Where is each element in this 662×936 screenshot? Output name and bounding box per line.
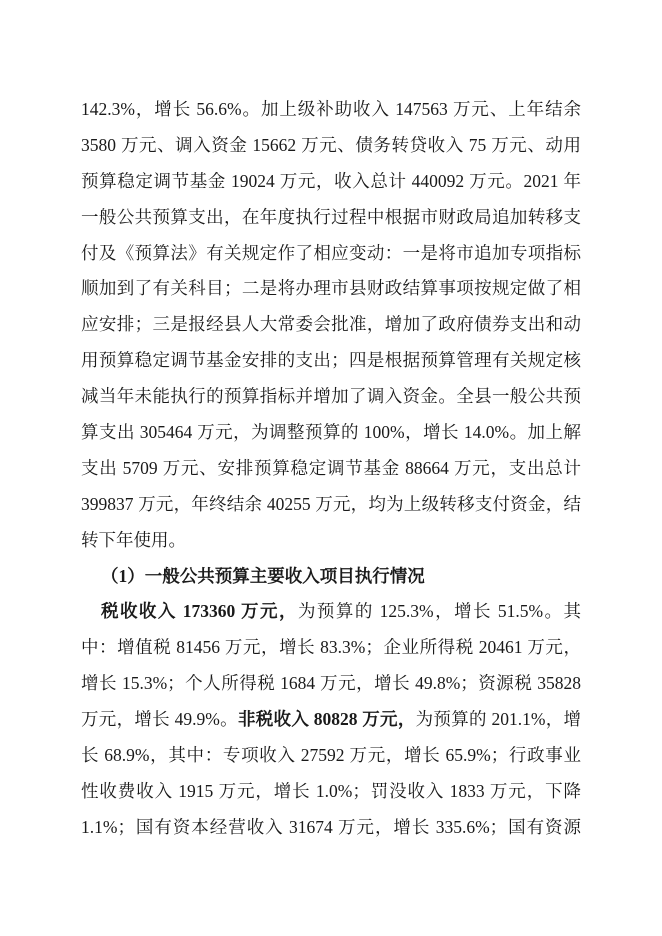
text-line: [81, 271, 581, 307]
document-text-column: [81, 92, 581, 846]
text-segment: 万元，增长 49.9%。: [81, 709, 238, 730]
text-line: [81, 200, 581, 236]
bold-text-segment: 非税收入 80828 万元，: [237, 709, 416, 730]
text-segment: 预算稳定调节基金 19024 万元，收入总计 440092 万元。2021 年: [81, 170, 581, 191]
text-segment: 增长 15.3%；个人所得税 1684 万元，增长 49.8%；资源税 35828: [81, 673, 581, 694]
text-segment: 性收费收入 1915 万元，增长 1.0%；罚没收入 1833 万元，下降: [81, 780, 581, 801]
text-segment: 3580 万元、调入资金 15662 万元、债务转贷收入 75 万元、动用: [81, 134, 581, 155]
text-segment: 支出 5709 万元、安排预算稳定调节基金 88664 万元，支出总计: [81, 457, 581, 478]
text-segment: 为预算的 201.1%，增: [415, 709, 581, 730]
text-segment: 转下年使用。: [81, 529, 186, 550]
text-segment: 应安排；三是报经县人大常委会批准，增加了政府债券支出和动: [81, 314, 581, 335]
text-segment: 顺加到了有关科目；二是将办理市县财政结算事项按规定做了相: [81, 278, 581, 299]
text-line: [81, 164, 581, 200]
text-line: [81, 738, 581, 774]
text-line: [81, 236, 581, 272]
text-segment: 中：增值税 81456 万元，增长 83.3%；企业所得税 20461 万元，: [81, 637, 581, 658]
bold-text-segment: （1）一般公共预算主要收入项目执行情况: [101, 565, 425, 586]
text-segment: 长 68.9%，其中：专项收入 27592 万元，增长 65.9%；行政事业: [81, 745, 581, 766]
text-line: [81, 343, 581, 379]
text-line: [81, 630, 581, 666]
text-segment: 减当年未能执行的预算指标并增加了调入资金。全县一般公共预: [81, 386, 581, 407]
text-line: [81, 415, 581, 451]
text-segment: 1.1%；国有资本经营收入 31674 万元，增长 335.6%；国有资源: [81, 816, 581, 837]
text-line: [81, 523, 581, 559]
text-segment: 399837 万元，年终结余 40255 万元，均为上级转移支付资金，结: [81, 493, 581, 514]
section-heading: [81, 559, 581, 595]
text-segment: 一般公共预算支出，在年度执行过程中根据市财政局追加转移支: [81, 206, 581, 227]
text-segment: 付及《预算法》有关规定作了相应变动：一是将市追加专项指标: [81, 242, 581, 263]
text-line: [81, 810, 581, 846]
text-line: [81, 92, 581, 128]
text-line: [81, 307, 581, 343]
text-segment: 为预算的 125.3%，增长 51.5%。其: [297, 601, 581, 622]
text-line: [81, 379, 581, 415]
text-line: [81, 594, 581, 630]
text-segment: 算支出 305464 万元，为调整预算的 100%，增长 14.0%。加上解: [81, 422, 581, 443]
text-line: [81, 774, 581, 810]
text-line: [81, 128, 581, 164]
bold-text-segment: 税收收入 173360 万元，: [101, 601, 298, 622]
text-line: [81, 487, 581, 523]
text-line: [81, 451, 581, 487]
text-line: [81, 666, 581, 702]
text-line: [81, 702, 581, 738]
text-segment: 142.3%，增长 56.6%。加上级补助收入 147563 万元、上年结余: [81, 99, 581, 119]
text-segment: 用预算稳定调节基金安排的支出；四是根据预算管理有关规定核: [81, 350, 581, 371]
